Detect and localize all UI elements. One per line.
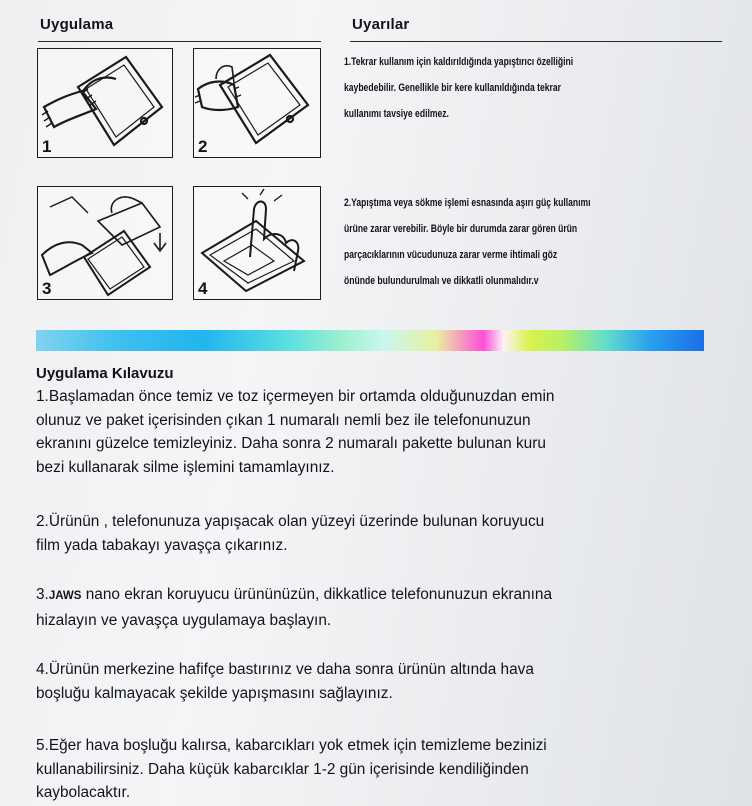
step-2-number: 2	[198, 137, 208, 156]
guide-step-1-line-1: 1.Başlamadan önce temiz ve toz içermeyen bir ortamda olduğunuzdan emin	[36, 388, 555, 405]
peel-protective-film-icon	[38, 187, 172, 299]
step-3-panel	[37, 186, 173, 300]
guide-step-1-line-2: olunuz ve paket içerisinden çıkan 1 numaralı nemli bez ile telefonunuzun	[36, 411, 531, 429]
step-2-panel	[193, 48, 321, 158]
step-4-number: 4	[198, 279, 208, 298]
step-1-number: 1	[42, 137, 52, 156]
warning-2-line-2: ürüne zarar verebilir. Böyle bir durumda zarar gören ürün	[344, 223, 578, 235]
guide-step-5-line-3: kaybolacaktır.	[36, 784, 131, 801]
guide-step-2	[36, 510, 716, 557]
warning-2-line-3: parçacıklarının vücudunuza zarar verme ihtimali göz	[344, 249, 558, 261]
step-3-number: 3	[42, 279, 52, 298]
warning-1-line-2: kaybedebilir. Genellikle bir kere kullanıldığında tekrar	[344, 82, 561, 94]
guide-step-1-line-3: ekranını güzelce temizleyiniz. Daha sonra 2 numaralı pakette bulunan kuru	[36, 435, 546, 452]
brand-name: JAWS	[48, 590, 82, 602]
warning-1	[344, 49, 640, 127]
guide-step-2-line-2: film yada tabakayı yavaşça çıkarınız.	[36, 536, 288, 554]
guide-step-4-line-2: boşluğu kalmayacak şekilde yapışmasını sağlayınız.	[36, 684, 393, 702]
step-4-panel	[193, 186, 321, 300]
warning-2	[344, 190, 640, 294]
guide-title: Uygulama Kılavuzu	[36, 365, 174, 382]
guide-step-3-prefix: 3.	[36, 586, 49, 603]
guide-step-3	[36, 583, 716, 632]
guide-step-5-line-1: 5.Eğer hava boşluğu kalırsa, kabarcıkları yok etmek için temizleme bezinizi	[36, 737, 547, 754]
guide-step-2-line-1: 2.Ürünün , telefonunuza yapışacak olan yüzeyi üzerinde bulunan koruyucu	[36, 513, 545, 530]
guide-step-1	[36, 385, 716, 479]
phone-wiping-dry-cloth-icon	[194, 49, 320, 157]
warnings-heading: Uyarılar	[352, 16, 410, 33]
warnings-heading-rule	[350, 41, 722, 42]
guide-step-4	[36, 658, 716, 705]
warning-2-line-1: 2.Yapıştıma veya sökme işlemi esnasında aşırı güç kullanımı	[344, 197, 591, 209]
guide-step-5-line-2: kullanabilirsiniz. Daha küçük kabarcıklar 1-2 gün içerisinde kendiliğinden	[36, 760, 529, 778]
guide-step-4-line-1: 4.Ürünün merkezine hafifçe bastırınız ve daha sonra ürünün altında hava	[36, 661, 534, 678]
phone-wiping-wet-cloth-icon	[38, 49, 172, 157]
guide-step-3-line-1-rest: nano ekran koruyucu ürününüzün, dikkatlice telefonunuzun ekranına	[85, 586, 553, 603]
holographic-strip	[36, 330, 704, 351]
guide-step-3-line-1	[36, 583, 716, 609]
guide-step-5	[36, 734, 716, 805]
warning-1-line-1: 1.Tekrar kullanım için kaldırıldığında yapıştırıcı özelliğini	[344, 56, 574, 68]
guide-step-3-line-2: hizalayın ve yavaşça uygulamaya başlayın.	[36, 611, 332, 629]
press-to-apply-icon	[194, 187, 320, 299]
application-heading-rule	[38, 41, 321, 42]
application-heading: Uygulama	[40, 16, 114, 33]
step-1-panel	[37, 48, 173, 158]
warning-2-line-4: önünde bulundurulmalı ve dikkatli olunmalıdır.v	[344, 275, 539, 287]
guide-step-1-line-4: bezi kullanarak silme işlemini tamamlayınız.	[36, 458, 335, 476]
warning-1-line-3: kullanımı tavsiye edilmez.	[344, 108, 449, 120]
